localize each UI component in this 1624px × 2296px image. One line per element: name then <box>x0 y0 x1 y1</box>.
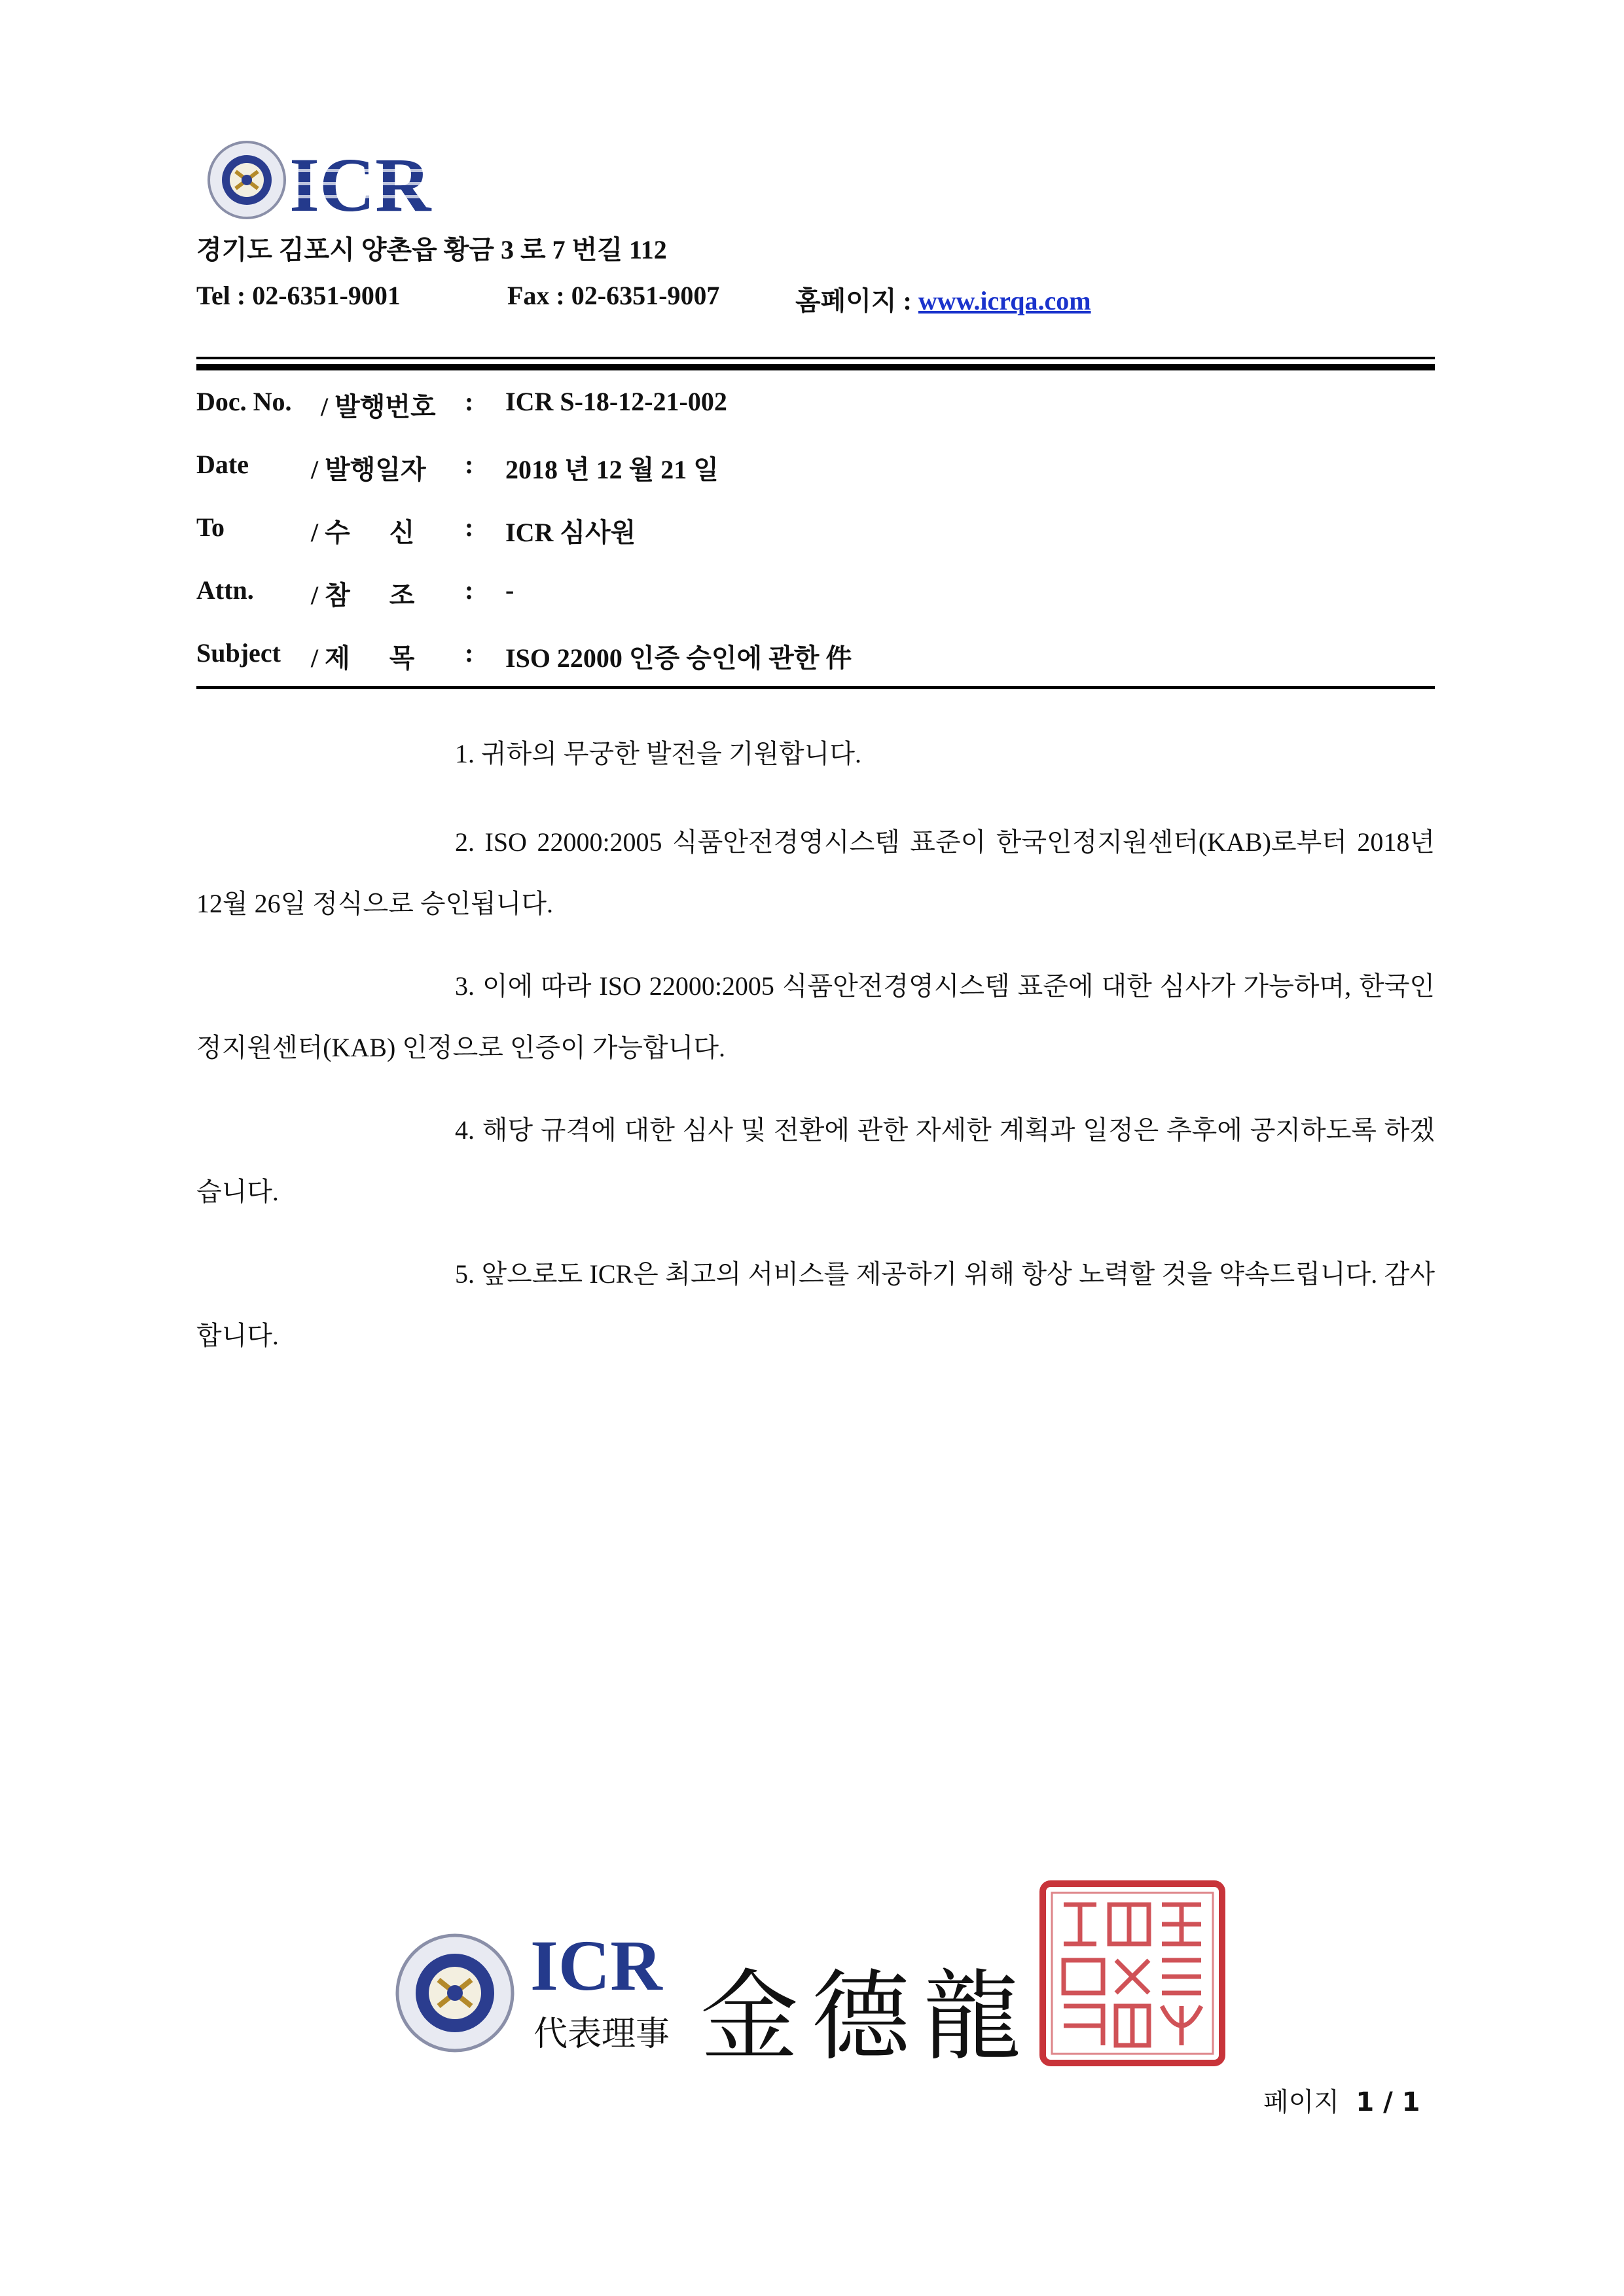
meta-date-value: 2018 년 12 월 21 일 <box>505 455 719 484</box>
paragraph-2 <box>196 812 1435 935</box>
paragraph-3-text: 3. 이에 따라 ISO 22000:2005 식품안전경영시스템 표준에 대한 심사가 가능하며, 한국인정지원센터(KAB) 인정으로 인증이 가능합니다. <box>196 971 1435 1062</box>
homepage-link[interactable]: www.icrqa.com <box>918 286 1091 315</box>
meta-subject-key: Subject <box>196 638 281 668</box>
tel: Tel : 02-6351-9001 <box>196 281 401 310</box>
paragraph-1: 1. 귀하의 무궁한 발전을 기원합니다. <box>455 739 861 768</box>
meta-date-colon: : <box>465 450 474 479</box>
icr-logo <box>204 137 453 223</box>
paragraph-5 <box>196 1244 1435 1367</box>
meta-subject-kor: / 제 목 <box>311 643 415 673</box>
meta-to-key: To <box>196 512 225 542</box>
homepage-label: 홈페이지 : <box>795 286 912 315</box>
header-rule-top <box>196 357 1435 359</box>
paragraph-4-text: 4. 해당 규격에 대한 심사 및 전환에 관한 자세한 계획과 일정은 추후에 공지하도록 하겠습니다. <box>196 1115 1435 1206</box>
meta-subject-colon: : <box>465 638 474 668</box>
representative-name: 金德龍 <box>700 1960 1035 2074</box>
page-label: 페이지 <box>1263 2087 1339 2117</box>
meta-attn-value: - <box>505 575 514 605</box>
meta-to-colon: : <box>465 512 474 542</box>
footer-logo-emblem <box>393 1931 517 2055</box>
meta-doc-no-colon: : <box>465 387 474 416</box>
meta-attn-key: Attn. <box>196 575 254 605</box>
meta-date-kor: / 발행일자 <box>311 455 426 484</box>
header-rule-bottom <box>196 364 1435 370</box>
meta-attn-colon: : <box>465 575 474 605</box>
page-number <box>1263 2081 1420 2119</box>
company-seal-stamp <box>1038 1878 1227 2068</box>
meta-attn-kor: / 참 조 <box>311 581 415 610</box>
meta-doc-no-key: Doc. No. <box>196 387 292 416</box>
meta-to-kor: / 수 신 <box>311 518 415 547</box>
meta-subject-value: ISO 22000 인증 승인에 관한 件 <box>505 643 852 673</box>
paragraph-4 <box>196 1100 1435 1223</box>
paragraph-3 <box>196 956 1435 1079</box>
meta-rule <box>196 686 1435 689</box>
meta-to-value: ICR 심사원 <box>505 518 636 547</box>
footer-title: 代表理事 <box>533 2015 670 2054</box>
page-value: 1 / 1 <box>1356 2087 1420 2117</box>
meta-doc-no-kor: / 발행번호 <box>321 392 436 422</box>
signature-block <box>393 1878 1244 2094</box>
paragraph-5-text: 5. 앞으로도 ICR은 최고의 서비스를 제공하기 위해 항상 노력할 것을 약속드립니다. 감사합니다. <box>196 1259 1435 1350</box>
meta-date-key: Date <box>196 450 249 479</box>
meta-doc-no-value: ICR S-18-12-21-002 <box>505 387 727 416</box>
footer-logo-text: ICR <box>530 1926 662 2005</box>
fax: Fax : 02-6351-9007 <box>507 281 720 310</box>
paragraph-2-text: 2. ISO 22000:2005 식품안전경영시스템 표준이 한국인정지원센터(KAB)로부터 2018년 12월 26일 정식으로 승인됩니다. <box>196 827 1435 918</box>
address: 경기도 김포시 양촌읍 황금 3 로 7 번길 112 <box>196 235 667 264</box>
